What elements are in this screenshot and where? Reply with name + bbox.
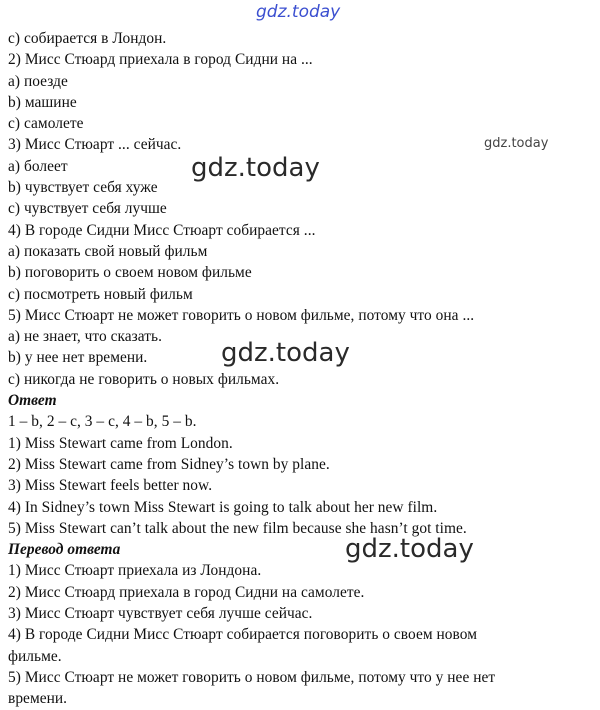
option-line: b) машине	[8, 93, 77, 111]
option-line: а) поезде	[8, 72, 68, 90]
option-line: b) чувствует себя хуже	[8, 179, 158, 197]
option-line: с) посмотреть новый фильм	[8, 285, 193, 303]
answer-line: 4) In Sidney’s town Miss Stewart is going to talk about her new film.	[8, 498, 438, 516]
translation-line: 1) Мисс Стюарт приехала из Лондона.	[8, 562, 262, 580]
translation-heading: Перевод ответа	[8, 541, 121, 559]
translation-line: 5) Мисс Стюарт не может говорить о новом фильме, потому что у нее нет	[8, 668, 496, 686]
option-line: с) самолете	[8, 115, 84, 133]
option-line: b) у нее нет времени.	[8, 349, 148, 367]
translation-line: 2) Мисс Стюард приехала в город Сидни на самолете.	[8, 583, 365, 601]
question-line: 2) Мисс Стюард приехала в город Сидни на ...	[8, 51, 313, 69]
option-line: а) показать свой новый фильм	[8, 242, 208, 260]
translation-line: 3) Мисс Стюарт чувствует себя лучше сейчас.	[8, 605, 313, 623]
question-line: 3) Мисс Стюарт ... сейчас.	[8, 136, 182, 154]
answer-line: 2) Miss Stewart came from Sidney’s town by plane.	[8, 455, 330, 473]
watermark-large-3: gdz.today	[345, 534, 474, 564]
watermark-large-1: gdz.today	[191, 153, 320, 183]
question-line: 5) Мисс Стюарт не может говорить о новом фильме, потому что она ...	[8, 306, 475, 324]
document-body	[8, 28, 592, 710]
watermark-large-2: gdz.today	[221, 338, 350, 368]
option-line: а) не знает, что сказать.	[8, 328, 163, 346]
answer-key-line: 1 – b, 2 – c, 3 – c, 4 – b, 5 – b.	[8, 413, 197, 431]
option-line: с) никогда не говорить о новых фильмах.	[8, 370, 280, 388]
watermark-top: gdz.today	[256, 2, 341, 22]
translation-line: фильме.	[8, 647, 62, 665]
translation-line: времени.	[8, 690, 68, 708]
answer-line: 1) Miss Stewart came from London.	[8, 434, 233, 452]
option-line: с) чувствует себя лучше	[8, 200, 167, 218]
question-line: 4) В городе Сидни Мисс Стюарт собирается ...	[8, 221, 316, 239]
option-line: b) поговорить о своем новом фильме	[8, 264, 252, 282]
translation-line: 4) В городе Сидни Мисс Стюарт собирается поговорить о своем новом	[8, 626, 478, 644]
answer-heading: Ответ	[8, 392, 57, 410]
option-line: с) собирается в Лондон.	[8, 30, 167, 47]
watermark-small: gdz.today	[484, 136, 549, 151]
answer-line: 5) Miss Stewart can’t talk about the new film because she hasn’t got time.	[8, 519, 467, 537]
answer-line: 3) Miss Stewart feels better now.	[8, 477, 213, 495]
option-line: а) болеет	[8, 157, 68, 175]
